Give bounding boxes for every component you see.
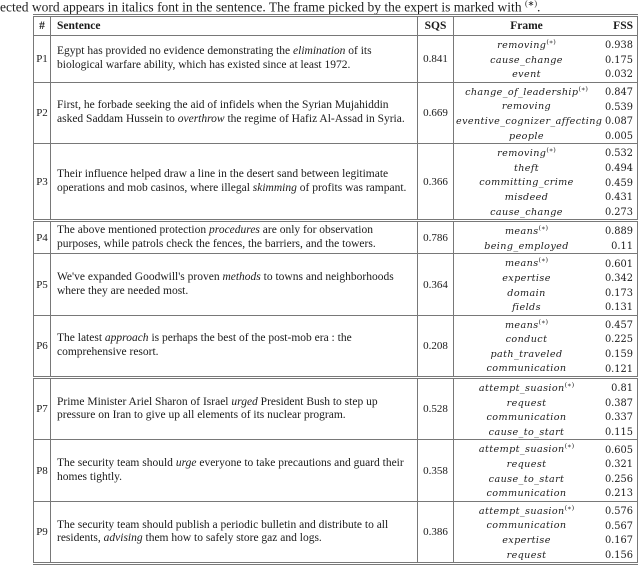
fss-value: 0.032 [604, 69, 633, 81]
frame-name: eventive_cognizer_affecting [456, 116, 603, 128]
sqs-value: 0.528 [418, 378, 454, 440]
sentence-target-word: procedures [209, 224, 260, 237]
fss-value: 0.889 [604, 226, 633, 238]
expert-star-marker: (∗) [538, 224, 549, 233]
frame-name: fields [512, 302, 541, 314]
caption-period: . [536, 0, 541, 15]
sentence-pre: Egypt has provided no evidence demonstrating the [57, 45, 294, 58]
header-sqs: SQS [418, 16, 454, 36]
table-row [34, 378, 638, 440]
row-id: P9 [34, 501, 51, 563]
table-row [34, 221, 638, 254]
sentence-cell [51, 378, 418, 440]
table-row [34, 440, 638, 501]
frame-name: request [506, 549, 547, 561]
frame-line [456, 471, 633, 486]
frame-line [456, 456, 633, 471]
expert-star-marker: (∗) [564, 503, 575, 512]
sentence-post: of profits was rampant. [296, 181, 407, 194]
frames-cell [454, 144, 638, 221]
sentence-pre: The security team should publish a periodic bulletin and distribute to all residents, [57, 518, 389, 544]
frame-name: request [506, 397, 547, 409]
sentence-pre: Prime Minister Ariel Sharon of Israel [57, 395, 232, 408]
header-frame-fss [454, 16, 638, 36]
sqs-value: 0.669 [418, 82, 454, 143]
fss-value: 0.81 [611, 383, 633, 395]
frame-name: attempt_suasion(∗) [478, 442, 575, 456]
row-id: P4 [34, 221, 51, 254]
frame-line [456, 517, 633, 532]
header-fss: FSS [613, 20, 633, 32]
fss-value: 0.605 [604, 444, 633, 456]
frame-name: communication [486, 412, 567, 424]
sentence-post: of its biological warfare ability, which has existed since at least 1972. [57, 45, 372, 71]
expert-star-marker: (∗) [564, 442, 575, 451]
frame-name: cause_change [490, 54, 563, 66]
table-row [34, 501, 638, 563]
fss-value: 0.173 [604, 287, 633, 299]
sentence-cell [51, 144, 418, 221]
frame-name: communication [486, 520, 567, 532]
frame-name: means(∗) [504, 224, 549, 238]
frame-line [456, 317, 633, 332]
fss-value: 0.213 [604, 488, 633, 500]
fss-value: 0.494 [604, 162, 633, 174]
frame-name: removing(∗) [497, 38, 556, 52]
fss-value: 0.342 [604, 273, 633, 285]
frame-line [456, 395, 633, 410]
frame-line [456, 346, 633, 361]
sentence-post: everyone to take precautions and guard their homes tightly. [57, 457, 404, 483]
header-frame: Frame [510, 20, 543, 32]
fss-value: 0.11 [611, 240, 633, 252]
fss-value: 0.087 [604, 116, 633, 128]
frame-name: request [506, 459, 547, 471]
fss-value: 0.273 [604, 206, 633, 218]
sentence-post: are only for observation purposes, while patrols check the fences, the barriers, and the towers. [57, 224, 376, 250]
expert-star-marker: (∗) [546, 38, 556, 46]
fss-value: 0.459 [604, 177, 633, 189]
frame-line [456, 238, 633, 253]
table-row [34, 36, 638, 83]
frame-name: theft [513, 162, 540, 174]
frame-name: cause_to_start [488, 427, 565, 439]
frame-line [456, 503, 633, 518]
frame-name: misdeed [504, 192, 549, 204]
frame-name: path_traveled [490, 349, 563, 361]
frames-cell [454, 378, 638, 440]
sentence-target-word: overthrow [177, 112, 225, 125]
frame-name: people [509, 130, 544, 142]
frame-name: committing_crime [479, 177, 574, 189]
frame-line [456, 98, 633, 113]
table-row [34, 144, 638, 221]
fss-value: 0.225 [604, 334, 633, 346]
row-id: P8 [34, 440, 51, 501]
frame-name: expertise [502, 535, 551, 547]
sentence-pre: The security team should [57, 457, 176, 470]
table-row [34, 254, 638, 315]
expert-star-marker: (∗) [578, 84, 588, 93]
sentence-post: the regime of Hafiz Al-Assad in Syria. [224, 112, 405, 125]
frame-name: domain [507, 287, 546, 299]
sentence-target-word: urge [175, 457, 197, 470]
fss-value: 0.131 [604, 302, 633, 314]
fss-value: 0.005 [604, 130, 633, 142]
frame-line [456, 113, 633, 128]
fss-value: 0.457 [604, 319, 633, 331]
expert-star-marker: (∗) [546, 146, 556, 155]
frames-cell [454, 254, 638, 315]
sentence-target-word: urged [231, 395, 258, 408]
fss-value: 0.167 [604, 535, 633, 547]
sentence-pre: Their influence helped draw a line in the desert sand between legitimate operations and mob casinos, where illegal [57, 168, 389, 194]
sentence-pre: First, he forbade seeking the aid of infidels when the Syrian Mujahiddin asked Saddam Hussein to [57, 99, 389, 125]
table-body [34, 36, 638, 564]
frame-name: attempt_suasion(∗) [478, 381, 575, 395]
expert-star-marker: (∗) [564, 381, 575, 390]
frame-name: communication [486, 488, 567, 500]
expert-marker: (∗) [524, 0, 537, 8]
frame-name: cause_change [490, 206, 563, 218]
sqs-value: 0.358 [418, 440, 454, 501]
frame-name: removing(∗) [497, 146, 556, 160]
sqs-value: 0.841 [418, 36, 454, 83]
frame-line [456, 160, 633, 175]
fss-value: 0.159 [604, 349, 633, 361]
frame-name: conduct [505, 334, 548, 346]
frame-name: change_of_leadership(∗) [465, 84, 588, 98]
frame-line [456, 145, 633, 160]
frame-line [456, 380, 633, 395]
frame-line [456, 299, 633, 314]
fss-value: 0.576 [604, 506, 633, 517]
frame-name: event [512, 69, 541, 81]
fss-value: 0.532 [604, 148, 633, 160]
sentence-cell [51, 36, 418, 83]
frame-line [456, 255, 633, 270]
frame-line [456, 37, 633, 52]
sentence-post: to towns and neighborhoods where they are needed most. [57, 271, 394, 297]
frame-line [456, 223, 633, 238]
sqs-value: 0.386 [418, 501, 454, 563]
sentence-target-word: skimming [252, 181, 297, 194]
sqs-value: 0.786 [418, 221, 454, 254]
sqs-value: 0.366 [418, 144, 454, 221]
row-id: P7 [34, 378, 51, 440]
frame-line [456, 84, 633, 99]
frame-line [456, 331, 633, 346]
row-id: P1 [34, 36, 51, 83]
fss-value: 0.847 [604, 86, 633, 98]
row-id: P3 [34, 144, 51, 221]
sentence-cell [51, 82, 418, 143]
row-id: P5 [34, 254, 51, 315]
sentence-pre: We've expanded Goodwill's proven [57, 271, 223, 283]
frame-results-table [33, 14, 638, 565]
frames-cell [454, 221, 638, 254]
frame-line [456, 128, 633, 143]
sentence-cell [51, 254, 418, 315]
fss-value: 0.121 [604, 363, 633, 375]
sentence-cell [51, 440, 418, 501]
fss-value: 0.431 [604, 192, 633, 204]
sentence-cell [51, 501, 418, 563]
sentence-post: President Bush to step up pressure on Iran to give up all elements of its nuclear program. [57, 395, 378, 422]
table-row [34, 82, 638, 143]
frame-line [456, 66, 633, 81]
frame-line [456, 270, 633, 285]
header-sentence: Sentence [51, 16, 418, 36]
frames-cell [454, 440, 638, 501]
fss-value: 0.337 [604, 412, 633, 424]
frame-name: cause_to_start [488, 473, 565, 485]
frame-line [456, 424, 633, 439]
row-id: P2 [34, 82, 51, 143]
sentence-target-word: elimination [293, 45, 346, 58]
caption-text: ected word appears in italics font in the sentence. The frame picked by the expert is marked with [0, 0, 525, 15]
frame-name: communication [486, 363, 567, 375]
frame-line [456, 532, 633, 547]
fss-value: 0.387 [604, 397, 633, 409]
frame-name: removing [501, 101, 552, 113]
sqs-value: 0.208 [418, 315, 454, 377]
fss-value: 0.156 [604, 549, 633, 561]
expert-star-marker: (∗) [538, 317, 549, 326]
fss-value: 0.256 [604, 473, 633, 485]
table-row [34, 315, 638, 377]
frame-name: means(∗) [504, 317, 549, 331]
fss-value: 0.938 [604, 40, 633, 52]
frame-line [456, 189, 633, 204]
fss-value: 0.539 [604, 101, 633, 113]
sentence-target-word: approach [104, 332, 149, 345]
fss-value: 0.175 [604, 54, 633, 66]
frames-cell [454, 501, 638, 563]
sentence-target-word: methods [222, 271, 261, 283]
frames-cell [454, 315, 638, 377]
fss-value: 0.321 [604, 459, 633, 471]
frame-line [456, 485, 633, 500]
sentence-pre: The latest [57, 332, 105, 345]
frame-line [456, 174, 633, 189]
frame-name: means(∗) [504, 256, 549, 270]
frame-line [456, 409, 633, 424]
sentence-post: is perhaps the best of the post-mob era : the comprehensive resort. [57, 332, 352, 358]
frame-line [456, 360, 633, 375]
frame-line [456, 547, 633, 562]
frames-cell [454, 36, 638, 83]
header-row [34, 16, 638, 36]
frame-line [456, 52, 633, 67]
fss-value: 0.115 [604, 427, 633, 439]
frame-name: attempt_suasion(∗) [478, 503, 575, 517]
sentence-cell [51, 315, 418, 377]
sentence-cell [51, 221, 418, 254]
frame-line [456, 285, 633, 300]
header-num: # [34, 16, 51, 36]
frame-name: expertise [502, 273, 551, 285]
sentence-pre: The above mentioned protection [57, 224, 210, 237]
sentence-target-word: advising [103, 532, 143, 544]
frame-line [456, 204, 633, 219]
fss-value: 0.567 [604, 520, 633, 532]
row-id: P6 [34, 315, 51, 377]
sqs-value: 0.364 [418, 254, 454, 315]
fss-value: 0.601 [604, 258, 633, 270]
expert-star-marker: (∗) [538, 256, 549, 265]
frame-name: being_employed [484, 240, 569, 252]
frames-cell [454, 82, 638, 143]
sentence-post: them how to safely store gaz and logs. [142, 532, 322, 544]
